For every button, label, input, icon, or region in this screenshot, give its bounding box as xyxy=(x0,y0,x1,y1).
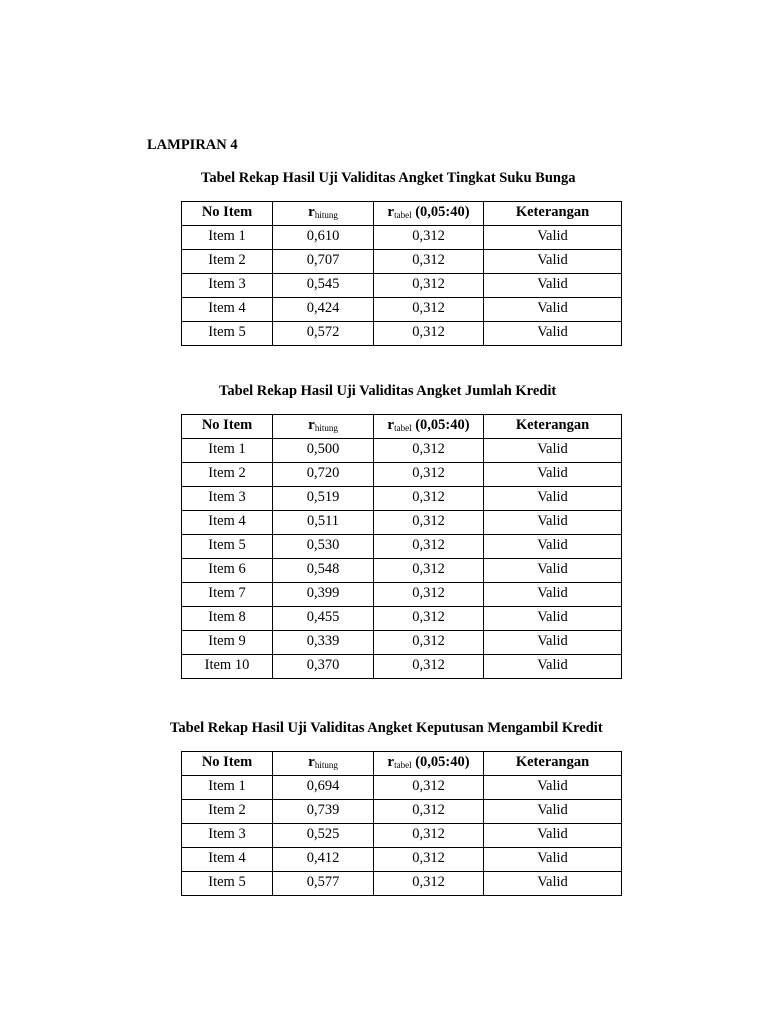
item-cell: Item 1 xyxy=(182,439,273,463)
item-cell: Item 2 xyxy=(182,800,273,824)
r-tabel-cell: 0,312 xyxy=(374,322,484,346)
table-row xyxy=(182,607,622,631)
r-tabel-cell: 0,312 xyxy=(374,250,484,274)
header-no-item: No Item xyxy=(182,202,273,226)
r-tabel-cell: 0,312 xyxy=(374,800,484,824)
header-r-tabel: rtabel (0,05:40) xyxy=(374,415,484,439)
r-tabel-cell: 0,312 xyxy=(374,824,484,848)
item-cell: Item 5 xyxy=(182,872,273,896)
r-hitung-cell: 0,424 xyxy=(273,298,374,322)
table-row xyxy=(182,298,622,322)
header-r-hitung: rhitung xyxy=(273,752,374,776)
validity-table-suku-bunga xyxy=(181,201,622,346)
table-row xyxy=(182,535,622,559)
r-tabel-cell: 0,312 xyxy=(374,487,484,511)
r-tabel-cell: 0,312 xyxy=(374,535,484,559)
item-cell: Item 1 xyxy=(182,226,273,250)
r-tabel-cell: 0,312 xyxy=(374,463,484,487)
item-cell: Item 2 xyxy=(182,463,273,487)
header-keterangan: Keterangan xyxy=(484,752,622,776)
r-hitung-cell: 0,739 xyxy=(273,800,374,824)
table-row xyxy=(182,511,622,535)
r-tabel-cell: 0,312 xyxy=(374,872,484,896)
validity-table-keputusan-kredit xyxy=(181,751,622,896)
header-r-tabel: rtabel (0,05:40) xyxy=(374,202,484,226)
r-tabel-cell: 0,312 xyxy=(374,274,484,298)
keterangan-cell: Valid xyxy=(484,583,622,607)
r-hitung-cell: 0,339 xyxy=(273,631,374,655)
keterangan-cell: Valid xyxy=(484,439,622,463)
item-cell: Item 3 xyxy=(182,487,273,511)
keterangan-cell: Valid xyxy=(484,274,622,298)
keterangan-cell: Valid xyxy=(484,607,622,631)
r-hitung-cell: 0,399 xyxy=(273,583,374,607)
item-cell: Item 4 xyxy=(182,298,273,322)
header-no-item: No Item xyxy=(182,415,273,439)
r-tabel-cell: 0,312 xyxy=(374,559,484,583)
keterangan-cell: Valid xyxy=(484,824,622,848)
r-tabel-cell: 0,312 xyxy=(374,439,484,463)
item-cell: Item 5 xyxy=(182,535,273,559)
item-cell: Item 8 xyxy=(182,607,273,631)
table-row xyxy=(182,487,622,511)
r-tabel-cell: 0,312 xyxy=(374,776,484,800)
table-row xyxy=(182,824,622,848)
keterangan-cell: Valid xyxy=(484,776,622,800)
item-cell: Item 3 xyxy=(182,824,273,848)
r-hitung-cell: 0,545 xyxy=(273,274,374,298)
table-row xyxy=(182,439,622,463)
r-tabel-cell: 0,312 xyxy=(374,607,484,631)
r-hitung-cell: 0,720 xyxy=(273,463,374,487)
keterangan-cell: Valid xyxy=(484,298,622,322)
r-hitung-cell: 0,610 xyxy=(273,226,374,250)
keterangan-cell: Valid xyxy=(484,655,622,679)
validity-table-jumlah-kredit xyxy=(181,414,622,679)
table-row xyxy=(182,655,622,679)
r-hitung-cell: 0,519 xyxy=(273,487,374,511)
keterangan-cell: Valid xyxy=(484,872,622,896)
r-hitung-cell: 0,370 xyxy=(273,655,374,679)
item-cell: Item 7 xyxy=(182,583,273,607)
r-hitung-cell: 0,548 xyxy=(273,559,374,583)
table-row xyxy=(182,559,622,583)
r-tabel-cell: 0,312 xyxy=(374,226,484,250)
r-tabel-cell: 0,312 xyxy=(374,655,484,679)
item-cell: Item 6 xyxy=(182,559,273,583)
r-hitung-cell: 0,694 xyxy=(273,776,374,800)
keterangan-cell: Valid xyxy=(484,250,622,274)
r-hitung-cell: 0,412 xyxy=(273,848,374,872)
table-row xyxy=(182,872,622,896)
table-row xyxy=(182,776,622,800)
item-cell: Item 3 xyxy=(182,274,273,298)
table-row xyxy=(182,583,622,607)
r-hitung-cell: 0,707 xyxy=(273,250,374,274)
r-hitung-cell: 0,500 xyxy=(273,439,374,463)
r-tabel-cell: 0,312 xyxy=(374,511,484,535)
keterangan-cell: Valid xyxy=(484,559,622,583)
item-cell: Item 10 xyxy=(182,655,273,679)
table-row xyxy=(182,250,622,274)
keterangan-cell: Valid xyxy=(484,631,622,655)
keterangan-cell: Valid xyxy=(484,535,622,559)
item-cell: Item 4 xyxy=(182,511,273,535)
keterangan-cell: Valid xyxy=(484,848,622,872)
header-r-tabel: rtabel (0,05:40) xyxy=(374,752,484,776)
r-hitung-cell: 0,511 xyxy=(273,511,374,535)
table-row xyxy=(182,800,622,824)
keterangan-cell: Valid xyxy=(484,322,622,346)
r-hitung-cell: 0,577 xyxy=(273,872,374,896)
header-keterangan: Keterangan xyxy=(484,202,622,226)
table-row xyxy=(182,463,622,487)
keterangan-cell: Valid xyxy=(484,463,622,487)
page-heading: LAMPIRAN 4 xyxy=(147,137,238,153)
item-cell: Item 4 xyxy=(182,848,273,872)
keterangan-cell: Valid xyxy=(484,226,622,250)
keterangan-cell: Valid xyxy=(484,800,622,824)
table-header xyxy=(182,752,622,776)
table-row xyxy=(182,322,622,346)
r-tabel-cell: 0,312 xyxy=(374,298,484,322)
item-cell: Item 9 xyxy=(182,631,273,655)
r-tabel-cell: 0,312 xyxy=(374,583,484,607)
table-row xyxy=(182,274,622,298)
r-hitung-cell: 0,455 xyxy=(273,607,374,631)
r-hitung-cell: 0,525 xyxy=(273,824,374,848)
header-r-hitung: rhitung xyxy=(273,415,374,439)
item-cell: Item 5 xyxy=(182,322,273,346)
table-header xyxy=(182,202,622,226)
r-tabel-cell: 0,312 xyxy=(374,848,484,872)
table-row xyxy=(182,848,622,872)
header-no-item: No Item xyxy=(182,752,273,776)
keterangan-cell: Valid xyxy=(484,511,622,535)
table-header xyxy=(182,415,622,439)
table-row xyxy=(182,631,622,655)
r-tabel-cell: 0,312 xyxy=(374,631,484,655)
header-r-hitung: rhitung xyxy=(273,202,374,226)
r-hitung-cell: 0,572 xyxy=(273,322,374,346)
item-cell: Item 2 xyxy=(182,250,273,274)
item-cell: Item 1 xyxy=(182,776,273,800)
header-keterangan: Keterangan xyxy=(484,415,622,439)
r-hitung-cell: 0,530 xyxy=(273,535,374,559)
keterangan-cell: Valid xyxy=(484,487,622,511)
table-row xyxy=(182,226,622,250)
